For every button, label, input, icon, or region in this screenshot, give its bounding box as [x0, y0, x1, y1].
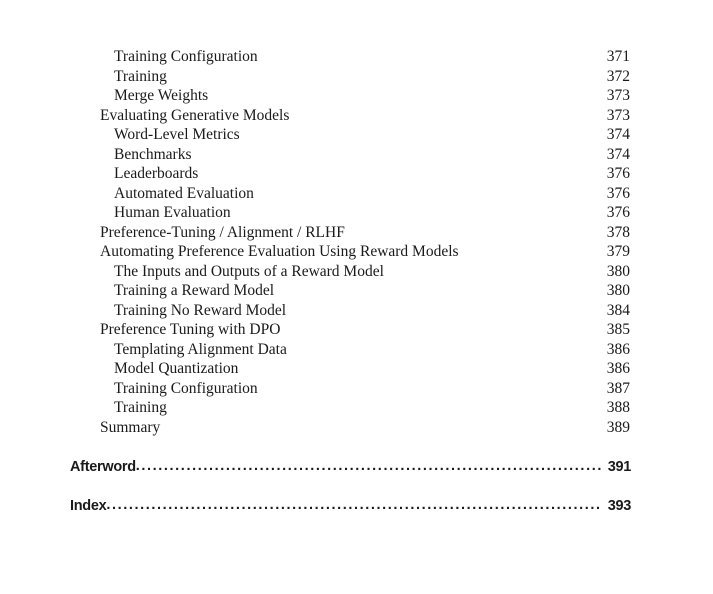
toc-entry-title: The Inputs and Outputs of a Reward Model: [114, 262, 384, 280]
toc-entry-page: 386: [606, 360, 630, 377]
toc-entry-title: Training No Reward Model: [114, 301, 287, 319]
toc-entry-title: Training Configuration: [114, 379, 258, 397]
toc-entry: [0, 320, 713, 340]
toc-entry: [0, 184, 713, 204]
toc-entry-page: 378: [606, 223, 630, 241]
toc-entry-title: Evaluating Generative Models: [100, 106, 290, 124]
toc-entry: [0, 281, 713, 301]
toc-chapter-page: 391: [607, 459, 631, 475]
toc-entry: [0, 340, 713, 360]
toc-entry-title: Training: [114, 67, 167, 85]
toc-entry-title: Summary: [100, 418, 161, 436]
toc-entry: [0, 164, 713, 184]
toc-entry: [0, 398, 713, 418]
toc-entry-page: 388: [606, 399, 630, 416]
toc-entry-page: 387: [606, 379, 630, 397]
toc-entry-page: 380: [606, 282, 630, 299]
toc-entry-page: 374: [606, 126, 630, 143]
toc-entry-title: Training Configuration: [114, 48, 258, 65]
toc-entry-page: 385: [606, 321, 630, 338]
toc-chapter-afterword: [70, 456, 631, 478]
toc-entry: [0, 359, 713, 379]
toc-entry: [0, 223, 713, 243]
toc-entry-title: Training: [114, 399, 167, 416]
toc-entry: [0, 47, 713, 67]
toc-entry-title: Human Evaluation: [114, 204, 231, 221]
toc-entry-title: Preference-Tuning / Alignment / RLHF: [100, 223, 345, 241]
toc-entry: [0, 67, 713, 87]
toc-entry-page: 373: [606, 106, 630, 124]
toc-entry-title: Word-Level Metrics: [114, 126, 240, 143]
toc-chapter-page: 393: [607, 498, 631, 514]
toc-entry: [0, 203, 713, 223]
toc-entry: [0, 301, 713, 321]
toc-entry-page: 374: [606, 145, 630, 163]
toc-chapter-title: Index: [70, 498, 107, 514]
toc-entry-page: 386: [606, 340, 630, 358]
toc-entry-title: Merge Weights: [114, 87, 209, 104]
toc-entry-page: 389: [606, 418, 630, 436]
toc-entry: [0, 379, 713, 399]
toc-entry-title: Templating Alignment Data: [114, 340, 287, 358]
toc-entry-title: Training a Reward Model: [114, 282, 275, 299]
toc-entry-title: Automated Evaluation: [114, 184, 254, 202]
toc-entry-page: 376: [606, 165, 630, 182]
toc-entry-page: 372: [606, 67, 630, 85]
toc-entry-page: 384: [606, 301, 630, 319]
toc-entry-title: Leaderboards: [114, 165, 199, 182]
toc-entry: [0, 418, 713, 438]
toc-entry-title: Model Quantization: [114, 360, 239, 377]
toc-entry-page: 376: [606, 204, 630, 221]
toc-chapter-index: [70, 495, 631, 517]
toc-entry-title: Automating Preference Evaluation Using Reward Models: [100, 243, 459, 260]
dot-leader: [136, 455, 602, 477]
toc-entry: [0, 106, 713, 126]
toc-entry-title: Preference Tuning with DPO: [100, 321, 281, 338]
toc-entry-title: Benchmarks: [114, 145, 192, 163]
toc-entry: [0, 145, 713, 165]
toc-entry-page: 376: [606, 184, 630, 202]
dot-leader: [106, 494, 601, 516]
toc-entry: [0, 262, 713, 282]
toc-entry-page: 371: [606, 48, 630, 65]
toc-entry-page: 379: [606, 243, 630, 260]
toc-entry-page: 373: [606, 87, 630, 104]
toc-entry: [0, 125, 713, 145]
toc-entry: [0, 86, 713, 106]
toc-chapter-title: Afterword: [70, 459, 136, 475]
toc-entry-page: 380: [606, 262, 630, 280]
toc-entry: [0, 242, 713, 262]
